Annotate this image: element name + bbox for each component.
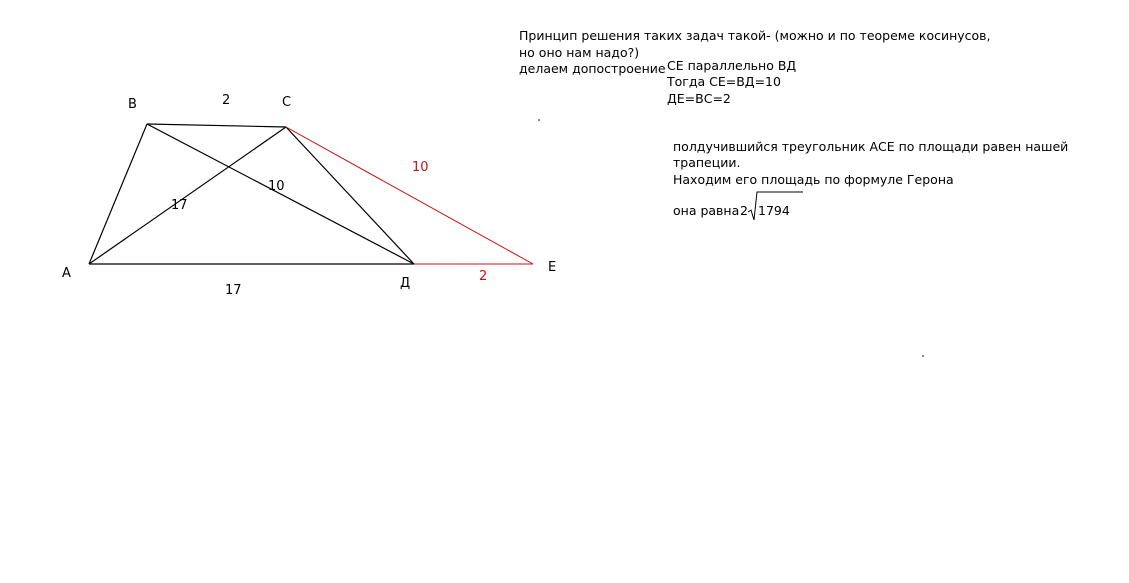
diagonal-AC (89, 127, 286, 264)
segment-BC (147, 124, 286, 127)
length-label-BD: 10 (268, 179, 285, 194)
answer-radicand: 1794 (758, 203, 790, 218)
length-label-AC: 17 (171, 198, 188, 213)
stray-dot (538, 119, 540, 121)
point-label-A: А (62, 266, 71, 281)
result-line-1: полдучившийся треугольник АСЕ по площади равен нашей (673, 139, 1069, 154)
answer-coefficient: 2 (740, 203, 748, 218)
segment-AB (89, 124, 147, 264)
result-line-2: трапеции. (673, 155, 741, 170)
note-line-3: делаем допостроение (519, 61, 666, 76)
diagonal-BD (147, 124, 414, 264)
construction-line-1: СЕ параллельно ВД (667, 58, 797, 73)
point-label-B: В (128, 97, 137, 112)
length-label-AD: 17 (225, 283, 242, 298)
point-label-E: Е (548, 260, 557, 275)
stray-dot (922, 355, 924, 357)
note-line-2: но оно нам надо?) (519, 45, 640, 60)
point-label-D: Д (400, 276, 411, 291)
answer-sqrt (740, 190, 810, 222)
answer-prefix: она равна (673, 203, 740, 218)
segment-CD (286, 127, 414, 264)
construction-line-3: ДЕ=ВС=2 (667, 91, 731, 106)
segment-CE (286, 127, 533, 264)
length-label-CE: 10 (412, 160, 429, 175)
note-line-1: Принцип решения таких задач такой- (можно и по теореме косинусов, (519, 28, 991, 43)
result-line-3: Находим его площадь по формуле Герона (673, 172, 954, 187)
length-label-DE: 2 (479, 269, 488, 284)
construction-line-2: Тогда СЕ=ВД=10 (667, 74, 781, 89)
point-label-C: С (282, 95, 292, 110)
length-label-BC: 2 (222, 93, 231, 108)
